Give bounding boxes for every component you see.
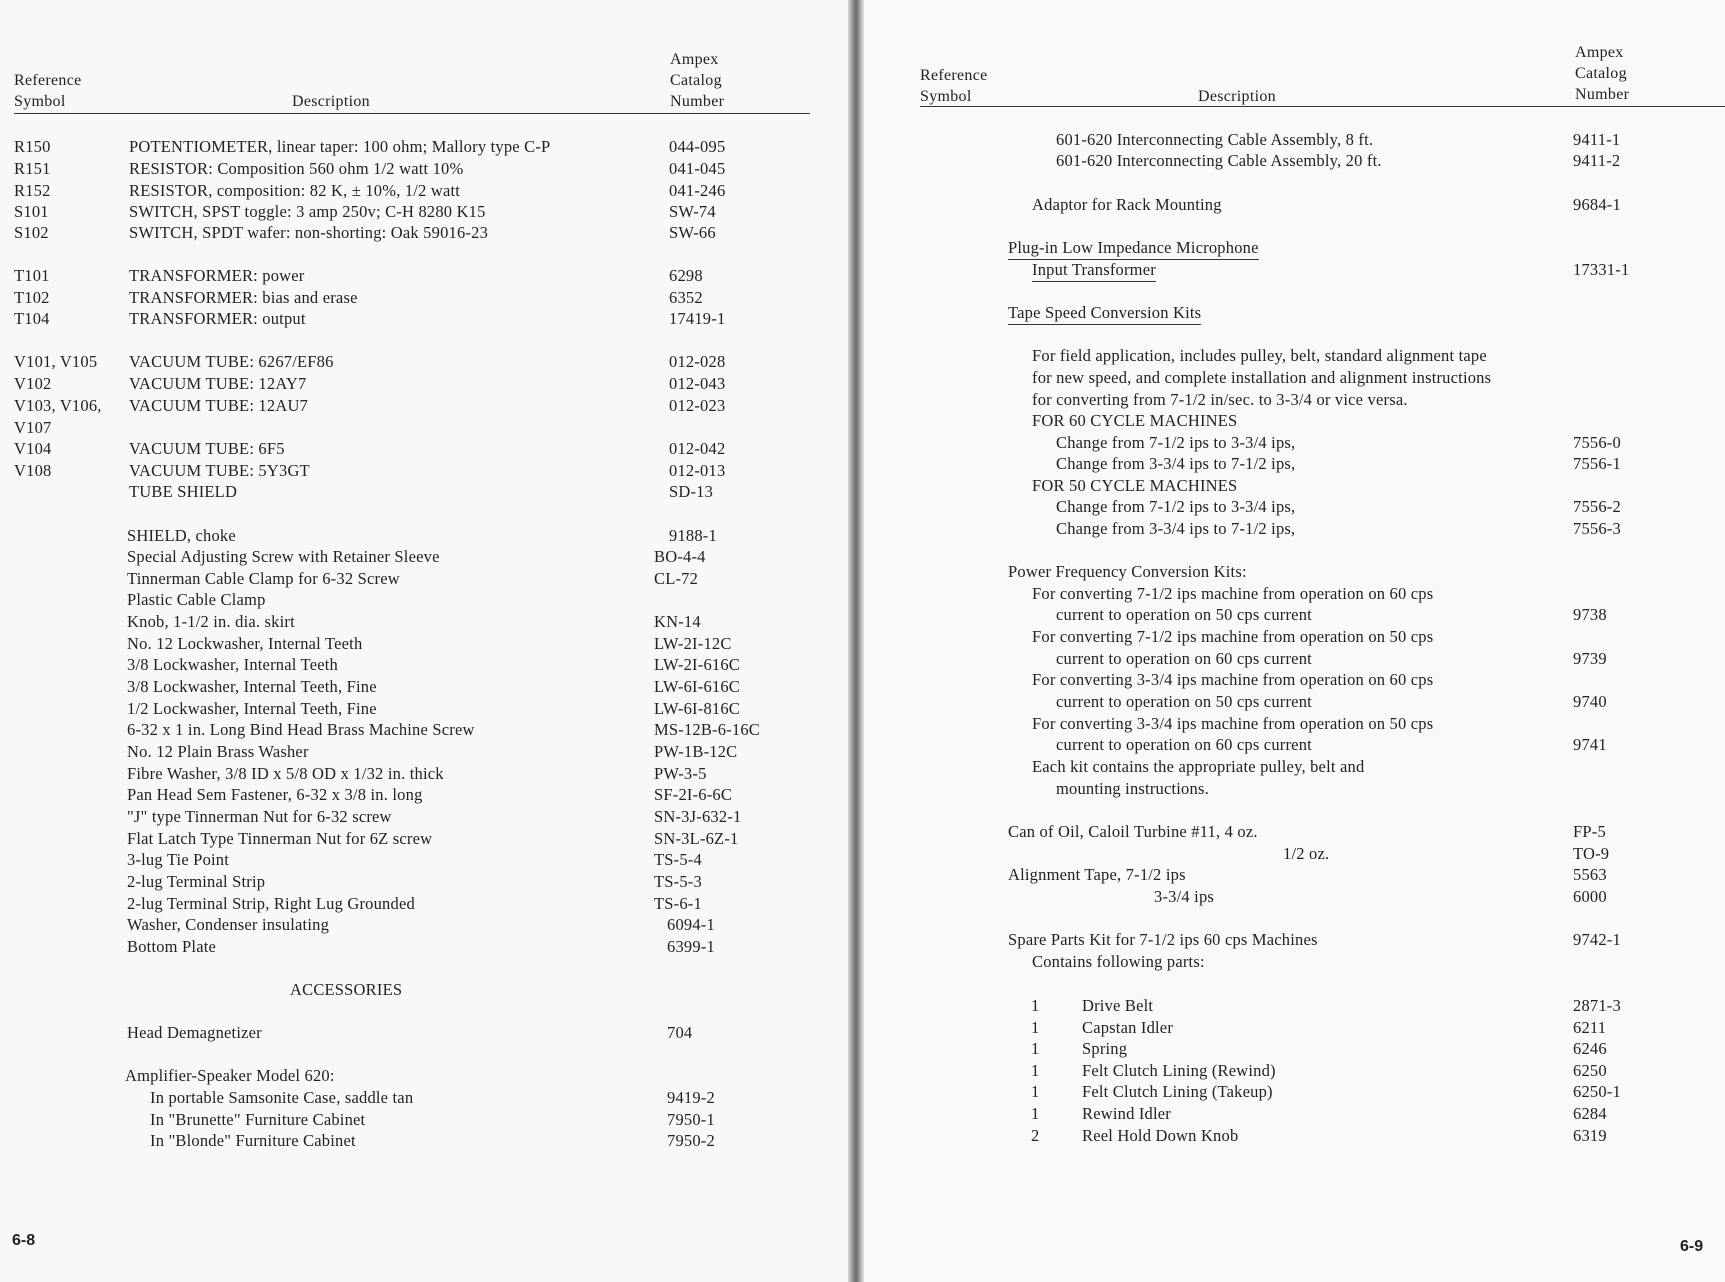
catalog-number: PW-3-5 (654, 764, 707, 783)
catalog-number: 012-043 (669, 374, 726, 393)
item-description: For converting 7-1/2 ips machine from operation on 50 cps (1032, 627, 1434, 646)
part-description: TRANSFORMER: output (129, 309, 306, 328)
reference-symbol: R150 (14, 137, 51, 156)
catalog-number: LW-6I-616C (654, 677, 741, 696)
catalog-number: 17331-1 (1573, 260, 1630, 279)
header-text: Symbol (14, 93, 66, 110)
kit-part-name: Capstan Idler (1082, 1017, 1174, 1037)
catalog-number: SN-3J-632-1 (654, 807, 742, 826)
catalog-number: 6399-1 (667, 937, 715, 956)
part-description: POTENTIOMETER, linear taper: 100 ohm; Mallory type C-P (129, 137, 551, 156)
item-description: Change from 7-1/2 ips to 3-3/4 ips, (1056, 497, 1296, 516)
catalog-number: 7556-2 (1573, 497, 1621, 516)
book-gutter (848, 0, 864, 1282)
part-description: VACUUM TUBE: 6267/EF86 (129, 352, 334, 371)
catalog-number: 6250 (1573, 1060, 1607, 1080)
part-description: SWITCH, SPDT wafer: non-shorting: Oak 59016-23 (129, 223, 489, 242)
catalog-number: 7556-3 (1573, 519, 1621, 538)
part-description: 3/8 Lockwasher, Internal Teeth (127, 655, 338, 674)
right-header-description: Description (1198, 88, 1276, 105)
right-page (864, 0, 1725, 1282)
header-text: Number (1575, 86, 1630, 103)
item-description: 601-620 Interconnecting Cable Assembly, 8 ft. (1056, 130, 1374, 149)
part-description: In "Blonde" Furniture Cabinet (150, 1131, 356, 1150)
section-heading: Input Transformer (1032, 259, 1156, 282)
item-description: 601-620 Interconnecting Cable Assembly, 20 ft. (1056, 151, 1382, 170)
part-description: VACUUM TUBE: 5Y3GT (129, 461, 310, 480)
part-description: Special Adjusting Screw with Retainer Sleeve (127, 547, 440, 566)
catalog-number: 7950-1 (667, 1110, 715, 1129)
part-description: SHIELD, choke (127, 526, 236, 545)
part-description: Head Demagnetizer (127, 1023, 262, 1042)
part-description: SWITCH, SPST toggle: 3 amp 250v; C-H 8280 K15 (129, 202, 486, 221)
item-description: Contains following parts: (1032, 952, 1205, 971)
left-header-description: Description (292, 93, 370, 110)
kit-quantity: 1 (1031, 1017, 1040, 1037)
header-text: Symbol (920, 88, 972, 105)
catalog-number: 6000 (1573, 887, 1607, 906)
catalog-number: LW-2I-12C (654, 634, 732, 653)
catalog-number: CL-72 (654, 569, 699, 588)
part-description: 3-lug Tie Point (127, 850, 230, 869)
kit-quantity: 1 (1031, 1082, 1040, 1102)
reference-symbol: R151 (14, 159, 51, 178)
reference-symbol: R152 (14, 181, 51, 200)
reference-symbol: V108 (14, 461, 52, 480)
item-description: mounting instructions. (1056, 779, 1209, 798)
section-heading: ACCESSORIES (290, 980, 403, 999)
kit-quantity: 2 (1031, 1125, 1040, 1145)
part-description: RESISTOR: Composition 560 ohm 1/2 watt 10% (129, 159, 464, 178)
item-description: Each kit contains the appropriate pulley, belt and (1032, 757, 1365, 776)
part-description: 6-32 x 1 in. Long Bind Head Brass Machine Screw (127, 720, 475, 739)
catalog-number: 044-095 (669, 137, 726, 156)
left-page (0, 0, 848, 1282)
part-description: Bottom Plate (127, 937, 217, 956)
kit-part-name: Reel Hold Down Knob (1082, 1125, 1239, 1145)
catalog-number: 041-246 (669, 181, 726, 200)
catalog-number: 9419-2 (667, 1088, 715, 1107)
item-description: Power Frequency Conversion Kits: (1008, 562, 1247, 581)
catalog-number: 012-023 (669, 396, 726, 415)
catalog-number: TS-5-4 (654, 850, 702, 869)
part-description: Fibre Washer, 3/8 ID x 5/8 OD x 1/32 in. thick (127, 764, 444, 783)
reference-symbol: V107 (14, 418, 52, 437)
part-description: 2-lug Terminal Strip, Right Lug Grounded (127, 894, 415, 913)
reference-symbol: T104 (14, 309, 50, 328)
right-header-reference (920, 65, 988, 107)
header-text: Catalog (670, 72, 722, 89)
catalog-number: 012-042 (669, 439, 726, 458)
catalog-number: 6319 (1573, 1125, 1607, 1145)
left-header-catalog (670, 49, 724, 112)
catalog-number: 6246 (1573, 1039, 1607, 1059)
catalog-number: SW-66 (669, 223, 716, 242)
kit-quantity: 1 (1031, 1039, 1040, 1059)
part-description: 1/2 Lockwasher, Internal Teeth, Fine (127, 699, 377, 718)
catalog-number: SN-3L-6Z-1 (654, 829, 739, 848)
catalog-number: 6352 (669, 288, 703, 307)
item-description: FOR 60 CYCLE MACHINES (1032, 411, 1238, 430)
part-description: In portable Samsonite Case, saddle tan (150, 1088, 414, 1107)
header-text: Ampex (670, 51, 719, 68)
part-description: No. 12 Lockwasher, Internal Teeth (127, 634, 363, 653)
item-description: Spare Parts Kit for 7-1/2 ips 60 cps Machines (1008, 930, 1318, 949)
catalog-number: KN-14 (654, 612, 701, 631)
section-heading: Plug-in Low Impedance Microphone (1008, 237, 1259, 260)
item-description: Change from 7-1/2 ips to 3-3/4 ips, (1056, 433, 1296, 452)
catalog-number: 012-013 (669, 461, 726, 480)
catalog-number: 2871-3 (1573, 996, 1621, 1015)
part-description: Pan Head Sem Fastener, 6-32 x 3/8 in. long (127, 785, 423, 804)
item-description: 3-3/4 ips (1154, 887, 1215, 906)
catalog-number: 6284 (1573, 1104, 1607, 1123)
part-description: Plastic Cable Clamp (127, 590, 266, 609)
kit-quantity: 1 (1031, 1104, 1040, 1123)
kit-part-name: Spring (1082, 1039, 1128, 1059)
item-description: current to operation on 50 cps current (1056, 692, 1312, 711)
catalog-number: 6250-1 (1573, 1082, 1621, 1102)
catalog-number: LW-6I-816C (654, 699, 741, 718)
catalog-number: 9684-1 (1573, 195, 1621, 214)
part-description: VACUUM TUBE: 12AY7 (129, 374, 307, 393)
reference-symbol: V104 (14, 439, 52, 458)
part-description: TRANSFORMER: power (129, 266, 305, 285)
part-description: Tinnerman Cable Clamp for 6-32 Screw (127, 569, 400, 588)
catalog-number: 9739 (1573, 649, 1607, 668)
catalog-number: 041-045 (669, 159, 726, 178)
reference-symbol: V102 (14, 374, 52, 393)
part-description: 2-lug Terminal Strip (127, 872, 266, 891)
kit-part-name: Drive Belt (1082, 996, 1154, 1015)
left-header-reference (14, 70, 82, 112)
item-description: For converting 3-3/4 ips machine from operation on 50 cps (1032, 714, 1434, 733)
reference-symbol: S101 (14, 202, 49, 221)
catalog-number: 9411-2 (1573, 151, 1621, 170)
page-number: 6-8 (12, 1232, 36, 1249)
item-description: Alignment Tape, 7-1/2 ips (1008, 865, 1186, 884)
kit-part-name: Felt Clutch Lining (Rewind) (1082, 1060, 1276, 1080)
reference-symbol: S102 (14, 223, 49, 242)
catalog-number: 9740 (1573, 692, 1607, 711)
catalog-number: TS-5-3 (654, 872, 702, 891)
right-header-catalog (1575, 42, 1629, 105)
catalog-number: 5563 (1573, 865, 1607, 884)
item-description: Change from 3-3/4 ips to 7-1/2 ips, (1056, 519, 1296, 538)
part-description: No. 12 Plain Brass Washer (127, 742, 309, 761)
reference-symbol: T101 (14, 266, 50, 285)
kit-quantity: 1 (1031, 996, 1040, 1015)
reference-symbol: T102 (14, 288, 50, 307)
catalog-number: 17419-1 (669, 309, 726, 328)
part-description: Amplifier-Speaker Model 620: (125, 1066, 335, 1085)
kit-part-name: Felt Clutch Lining (Takeup) (1082, 1082, 1273, 1102)
part-description: "J" type Tinnerman Nut for 6-32 screw (127, 807, 392, 826)
kit-part-name: Rewind Idler (1082, 1104, 1172, 1123)
part-description: In "Brunette" Furniture Cabinet (150, 1110, 366, 1129)
catalog-number: 704 (667, 1023, 693, 1042)
part-description: TRANSFORMER: bias and erase (129, 288, 358, 307)
part-description: Washer, Condenser insulating (127, 915, 330, 934)
section-heading: Tape Speed Conversion Kits (1008, 302, 1201, 325)
part-description: 3/8 Lockwasher, Internal Teeth, Fine (127, 677, 377, 696)
item-description: For field application, includes pulley, belt, standard alignment tape (1032, 346, 1487, 365)
item-description: current to operation on 50 cps current (1056, 605, 1312, 624)
header-text: Reference (14, 72, 82, 89)
reference-symbol: V101, V105 (14, 352, 98, 371)
catalog-number: MS-12B-6-16C (654, 720, 760, 739)
catalog-number: 6298 (669, 266, 703, 285)
catalog-number: 9738 (1573, 605, 1607, 624)
item-description: For converting 3-3/4 ips machine from operation on 60 cps (1032, 670, 1434, 689)
item-description: current to operation on 60 cps current (1056, 735, 1312, 754)
catalog-number: 6094-1 (667, 915, 715, 934)
catalog-number: SD-13 (669, 482, 714, 501)
item-description: current to operation on 60 cps current (1056, 649, 1312, 668)
page-number: 6-9 (1680, 1238, 1704, 1255)
catalog-number: 012-028 (669, 352, 726, 371)
part-description: RESISTOR, composition: 82 K, ± 10%, 1/2 watt (129, 181, 461, 200)
catalog-number: 9188-1 (669, 526, 717, 545)
part-description: TUBE SHIELD (129, 482, 238, 501)
item-description: Change from 3-3/4 ips to 7-1/2 ips, (1056, 454, 1296, 473)
part-description: Flat Latch Type Tinnerman Nut for 6Z screw (127, 829, 433, 848)
header-text: Number (670, 93, 725, 110)
catalog-number: 7556-0 (1573, 433, 1621, 452)
kit-quantity: 1 (1031, 1060, 1040, 1080)
header-rule (14, 113, 810, 114)
header-rule (920, 106, 1725, 107)
catalog-number: TS-6-1 (654, 894, 702, 913)
catalog-number: FP-5 (1573, 822, 1606, 841)
catalog-number: 9411-1 (1573, 130, 1621, 149)
catalog-number: SW-74 (669, 202, 716, 221)
header-text: Catalog (1575, 65, 1627, 82)
part-description: VACUUM TUBE: 12AU7 (129, 396, 309, 415)
catalog-number: 9741 (1573, 735, 1607, 754)
catalog-number: 7950-2 (667, 1131, 715, 1150)
catalog-number: LW-2I-616C (654, 655, 741, 674)
item-description: for new speed, and complete installation and alignment instructions (1032, 368, 1492, 387)
item-description: for converting from 7-1/2 in/sec. to 3-3/4 or vice versa. (1032, 390, 1408, 409)
item-description: Adaptor for Rack Mounting (1032, 195, 1222, 214)
header-text: Ampex (1575, 44, 1624, 61)
header-text: Reference (920, 67, 988, 84)
catalog-number: PW-1B-12C (654, 742, 738, 761)
reference-symbol: V103, V106, (14, 396, 102, 415)
part-description: VACUUM TUBE: 6F5 (129, 439, 285, 458)
item-description: 1/2 oz. (1283, 844, 1330, 863)
catalog-number: TO-9 (1573, 844, 1610, 863)
item-description: FOR 50 CYCLE MACHINES (1032, 476, 1238, 495)
catalog-number: BO-4-4 (654, 547, 706, 566)
catalog-number: 7556-1 (1573, 454, 1621, 473)
item-description: For converting 7-1/2 ips machine from operation on 60 cps (1032, 584, 1434, 603)
catalog-number: 9742-1 (1573, 930, 1621, 949)
catalog-number: 6211 (1573, 1017, 1607, 1037)
catalog-number: SF-2I-6-6C (654, 785, 733, 804)
item-description: Can of Oil, Caloil Turbine #11, 4 oz. (1008, 822, 1258, 841)
part-description: Knob, 1-1/2 in. dia. skirt (127, 612, 295, 631)
